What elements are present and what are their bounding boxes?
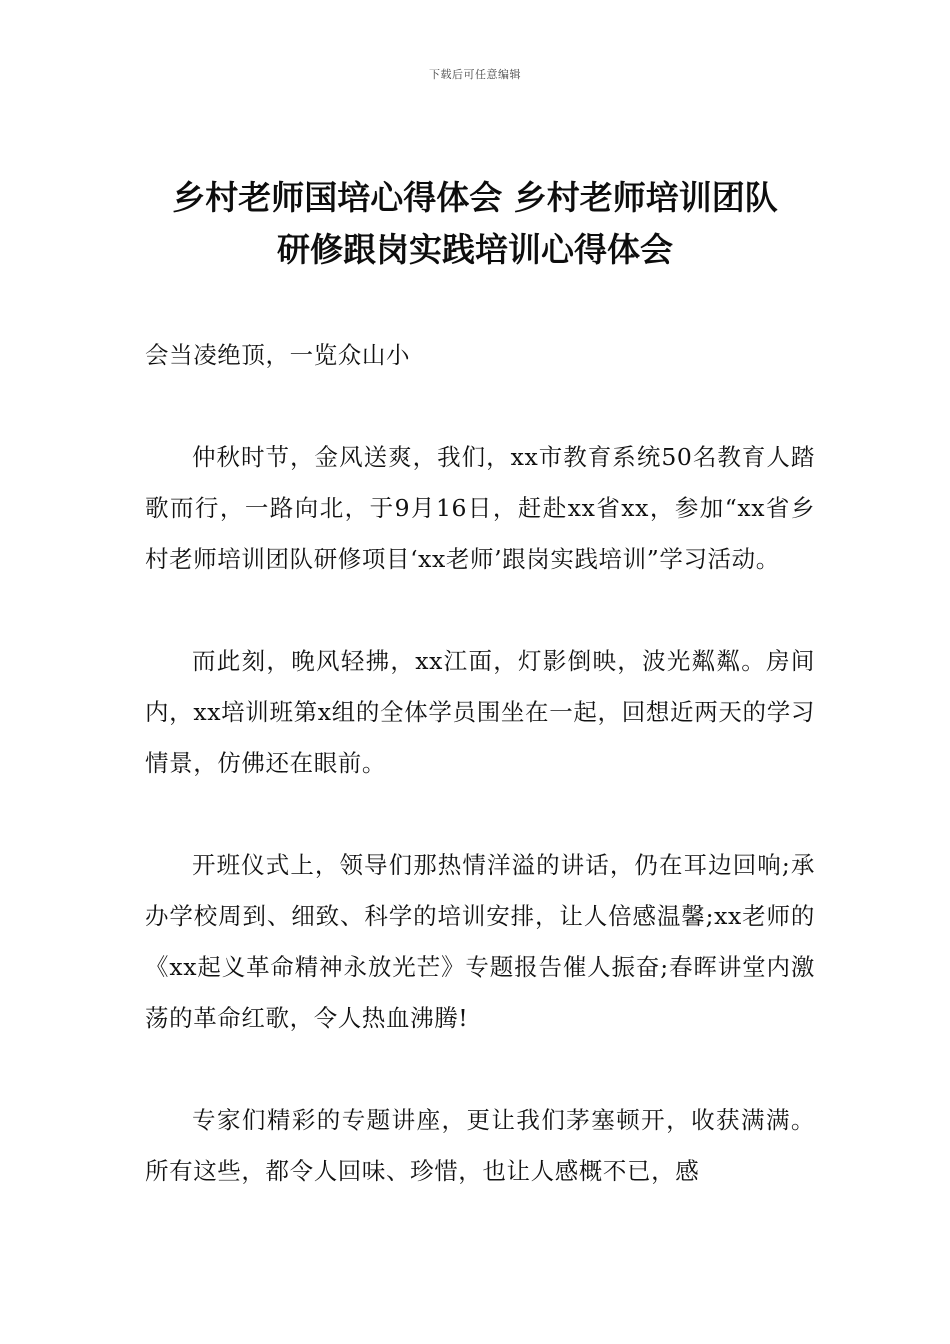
document-title [120,172,830,276]
title-line-1: 乡村老师国培心得体会 乡村老师培训团队 [172,178,778,217]
page-header-note: 下载后可任意编辑 [429,68,521,81]
title-line-2: 研修跟岗实践培训心得体会 [277,230,673,269]
paragraph-1: 仲秋时节，金风送爽，我们，xx市教育系统50名教育人踏歌而行，一路向北，于9月16日，赶赴xx省xx，参加“xx省乡村老师培训团队研修项目‘xx老师’跟岗实践培训”学习活动。 [145,443,815,573]
document-body [145,330,815,1248]
document-subtitle: 会当凌绝顶，一览众山小 [145,341,411,369]
paragraph-2: 而此刻，晚风轻拂，xx江面，灯影倒映，波光粼粼。房间内，xx培训班第x组的全体学员围坐在一起，回想近两天的学习情景，仿佛还在眼前。 [145,647,815,777]
paragraph-4: 专家们精彩的专题讲座，更让我们茅塞顿开，收获满满。所有这些，都令人回味、珍惜，也让人感概不已，感 [145,1106,815,1185]
paragraph-3: 开班仪式上，领导们那热情洋溢的讲话，仍在耳边回响;承办学校周到、细致、科学的培训安排，让人倍感温馨;xx老师的《xx起义革命精神永放光芒》专题报告催人振奋;春晖讲堂内激荡的革命红歌，令人热血沸腾! [145,851,815,1032]
